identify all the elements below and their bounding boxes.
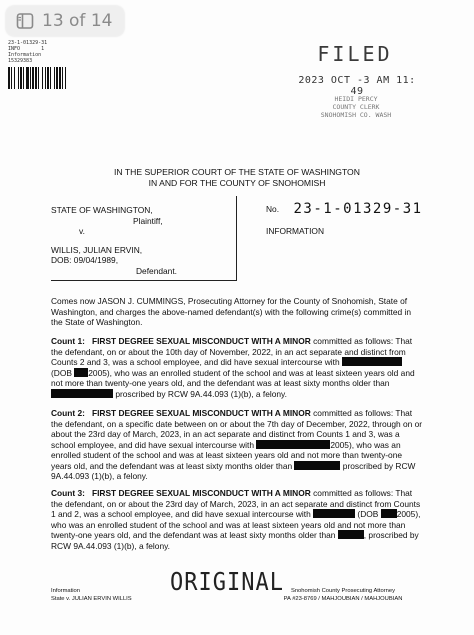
- defendant-name: WILLIS, JULIAN ERVIN,: [51, 244, 143, 255]
- court-heading: [0, 167, 474, 189]
- count-2-text-a: That the defendant, on a specific date between on or about the 7th day of December, 2022, through on or about the 23rd day of March, 2023, in an act separate and distinct from Counts 1 and 3, was a school employee, and did have sexual intercourse with: [51, 408, 423, 450]
- filed-date: 2023 OCT -3 AM 11: 49: [298, 75, 416, 97]
- court-line-1: IN THE SUPERIOR COURT OF THE STATE OF WASHINGTON: [114, 167, 360, 177]
- count-2-text-b: 2005), who was an enrolled student of the school and was at least sixteen years old and not more than twenty-one years old, and the defendant was at least sixty months older than: [51, 439, 403, 471]
- count-1-follow: committed as follows:: [310, 336, 394, 346]
- count-3: [51, 488, 423, 551]
- barcode: [8, 67, 96, 89]
- redaction: [338, 530, 364, 539]
- caption-divider-horizontal: [51, 280, 237, 281]
- count-1-label: Count 1:: [51, 336, 85, 346]
- count-3-text-a: That the defendant, on or about the 23rd day of March, 2023, in an act separate and distinct from Counts 1 and 2, was a school employee, and did have sexual intercourse with: [51, 488, 421, 519]
- plaintiff-role: Plaintiff,: [133, 215, 163, 226]
- count-2-follow: committed as follows:: [310, 408, 394, 418]
- footer-case-name: State v. JULIAN ERVIN WILLIS: [51, 595, 132, 602]
- redaction: [51, 389, 113, 398]
- pages-icon[interactable]: [16, 12, 34, 30]
- intro-paragraph: Comes now JASON J. CUMMINGS, Prosecuting Attorney for the County of Snohomish, State of Washington, and charges the above-named defendant(s) with the following crime(s) committed in the State of Washington.: [51, 296, 411, 327]
- count-1: [51, 336, 423, 399]
- footer-doc-type: Information: [51, 588, 80, 594]
- court-line-2: IN AND FOR THE COUNTY OF SNOHOMISH: [148, 178, 326, 188]
- clerk-name: HEIDI PERCY: [334, 95, 378, 103]
- count-2-label: Count 2:: [51, 408, 85, 418]
- case-number-label: No.: [266, 203, 280, 214]
- filing-code: 23-1-01329-31: [8, 40, 48, 46]
- case-number-block: [266, 200, 423, 218]
- barcode-bar: [66, 67, 67, 89]
- filing-id: 15329383: [8, 58, 33, 64]
- defendant-role: Defendant.: [136, 265, 177, 276]
- redaction: [256, 440, 330, 449]
- original-stamp: ORIGINAL: [170, 568, 284, 597]
- plaintiff-name: STATE OF WASHINGTON,: [51, 205, 153, 215]
- footer-office: Snohomish County Prosecuting Attorney: [290, 588, 396, 594]
- count-3-text-c: 2005), who was an enrolled student of the school and was at least sixteen years old and not more than twenty-one years old, and the defendant was at least sixty months older than: [51, 509, 421, 540]
- caption-divider-vertical: [236, 196, 237, 281]
- page-counter[interactable]: [6, 6, 124, 36]
- footer-pa-number: PA #23-8769 / MAHJOUBIAN / MAHJOUBIAN: [283, 595, 403, 602]
- footer-left: [51, 588, 132, 603]
- case-number: 23-1-01329-31: [293, 200, 423, 217]
- footer-right: [258, 588, 428, 603]
- defendant-dob: DOB: 09/04/1989,: [51, 255, 119, 265]
- count-1-text-a: That the defendant, on or about the 10th day of November, 2022, in an act separate and distinct from Counts 2 and 3, was a school employee, and did have sexual intercourse with: [51, 336, 413, 367]
- count-1-text-d: proscribed by RCW 9A.44.093 (1)(b), a felony.: [113, 388, 287, 399]
- redaction: [381, 509, 397, 518]
- filing-type: INFO 1: [8, 46, 45, 52]
- count-2: [51, 408, 423, 482]
- count-1-charge: FIRST DEGREE SEXUAL MISCONDUCT WITH A MINOR: [91, 336, 311, 346]
- count-3-charge: FIRST DEGREE SEXUAL MISCONDUCT WITH A MINOR: [91, 488, 311, 498]
- count-3-follow: committed as follows:: [310, 488, 394, 498]
- count-3-label: Count 3:: [51, 488, 85, 498]
- redaction: [313, 509, 355, 518]
- redaction: [342, 357, 402, 366]
- count-3-text-b: (DOB: [355, 509, 381, 519]
- clerk-stamp: [296, 95, 416, 119]
- redaction: [74, 368, 88, 377]
- filed-stamp: FILED: [317, 42, 393, 66]
- count-3-text-d: , proscribed by RCW 9A.44.093 (1)(b), a felony.: [51, 530, 419, 551]
- count-1-text-c: 2005), who was an enrolled student of the school and was at least sixteen years old and not more than twenty-one years old, and the defendant was at least sixty months older than: [51, 367, 415, 388]
- clerk-title: COUNTY CLERK: [332, 103, 380, 111]
- page-counter-text: 13 of 14: [42, 11, 113, 31]
- count-2-charge: FIRST DEGREE SEXUAL MISCONDUCT WITH A MINOR: [91, 408, 311, 418]
- document-type: INFORMATION: [266, 226, 324, 236]
- clerk-county: SNOHOMISH CO. WASH: [320, 111, 392, 119]
- redaction: [294, 461, 340, 470]
- filing-doc: Information: [8, 52, 42, 58]
- count-1-text-b: (DOB: [51, 367, 75, 378]
- count-2-text-c: proscribed by RCW 9A.44.093 (1)(b), a felony.: [51, 460, 416, 481]
- case-caption: [51, 205, 236, 276]
- versus: v.: [79, 226, 85, 236]
